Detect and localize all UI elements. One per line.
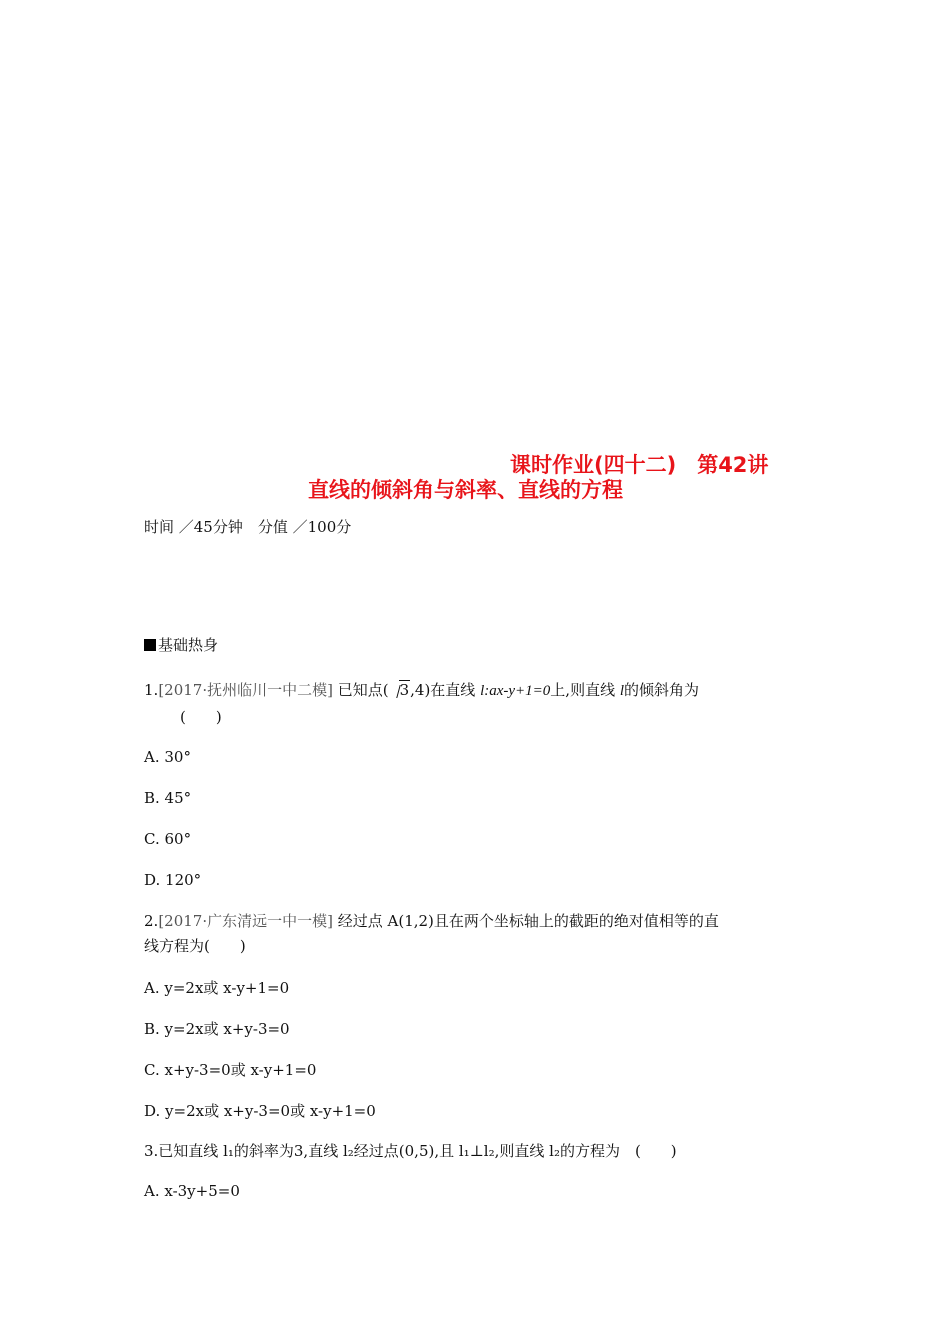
question-text: 的倾斜角为: [624, 681, 700, 699]
question-number: 2.: [144, 912, 159, 930]
question-source: [2017·抚州临川一中二模]: [158, 681, 333, 699]
option-b: B. 45°: [144, 789, 192, 807]
line-equation: l:ax-y+1=0: [480, 683, 551, 699]
time-score-info: 时间 ／45分钟 分值 ／100分: [144, 518, 352, 536]
section-marker-icon: [144, 639, 156, 651]
sqrt-symbol: [390, 681, 411, 699]
option-a: A. 30°: [144, 748, 191, 766]
question-number: 1.: [144, 681, 159, 699]
answer-paren: ( ): [180, 708, 222, 726]
option-d: D. 120°: [144, 871, 202, 889]
page-title-line2: 直线的倾斜角与斜率、直线的方程: [308, 478, 623, 502]
option-c: C. x+y-3=0或 x-y+1=0: [144, 1061, 317, 1079]
question-1: [144, 679, 699, 700]
option-c: C. 60°: [144, 830, 192, 848]
section-label: 基础热身: [158, 636, 219, 654]
question-3: 3.已知直线 l₁的斜率为3,直线 l₂经过点(0,5),且 l₁⊥l₂,则直线 l₂的方程为 ( ): [144, 1142, 677, 1160]
line-symbol: l: [619, 683, 625, 699]
question-2-line2: 线方程为( ): [144, 937, 246, 955]
question-source: [2017·广东清远一中一模]: [158, 912, 333, 930]
sqrt-value: 3: [399, 681, 410, 699]
question-text: ,4)在直线: [410, 681, 481, 699]
question-2: [144, 910, 719, 931]
option-a: A. x-3y+5=0: [144, 1182, 240, 1200]
question-text: 经过点 A(1,2)且在两个坐标轴上的截距的绝对值相等的直: [332, 912, 719, 930]
page-title-line1: 课时作业(四十二) 第42讲: [510, 453, 769, 477]
option-b: B. y=2x或 x+y-3=0: [144, 1020, 290, 1038]
question-text: 已知点(: [332, 681, 389, 699]
section-heading: [144, 634, 218, 655]
option-d: D. y=2x或 x+y-3=0或 x-y+1=0: [144, 1102, 376, 1120]
question-text: 上,则直线: [550, 681, 620, 699]
option-a: A. y=2x或 x-y+1=0: [144, 979, 290, 997]
